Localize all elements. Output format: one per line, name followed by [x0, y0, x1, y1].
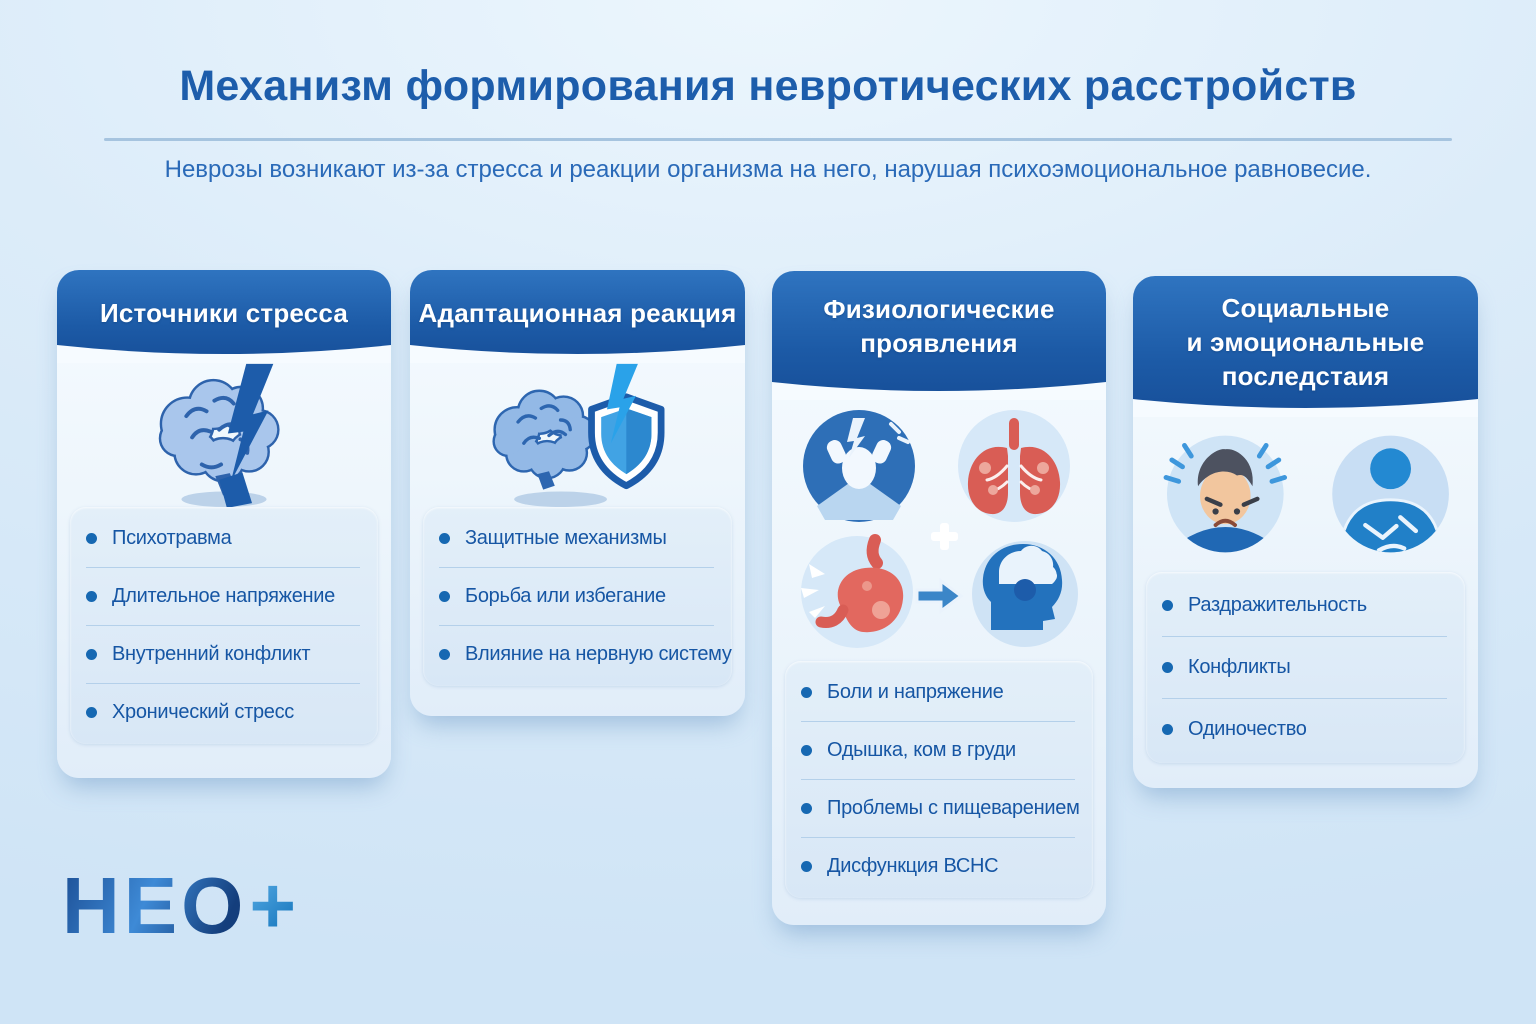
header-wave-shape — [57, 337, 391, 363]
bullet-dot — [1162, 662, 1173, 673]
plus-icon — [931, 523, 958, 550]
list-item-label: Внутренний конфликт — [112, 643, 311, 665]
bullet-dot — [86, 707, 97, 718]
list-item — [801, 664, 1075, 721]
bullet-dot — [439, 591, 450, 602]
bullet-dot — [86, 533, 97, 544]
list-item-label: Одиночество — [1188, 718, 1307, 740]
list-item — [1162, 575, 1447, 636]
card-icon-area — [410, 362, 745, 507]
logo — [62, 861, 301, 950]
list-item — [439, 567, 714, 625]
card-stress-sources — [57, 270, 391, 778]
card-list-panel — [785, 661, 1093, 898]
card-title-line: и эмоциональные — [1186, 327, 1425, 357]
card-social-emotional-consequences — [1133, 276, 1478, 788]
lonely-person-icon — [1332, 436, 1449, 557]
bullet-dot — [801, 803, 812, 814]
stomach-icon — [801, 536, 913, 648]
card-title-line: Социальные — [1221, 293, 1390, 323]
brain-lightning-icon — [129, 362, 319, 507]
bullet-dot — [801, 687, 812, 698]
header-wave-shape — [410, 337, 745, 363]
list-item — [801, 779, 1080, 837]
list-item-label: Дисфункция ВСНС — [827, 855, 999, 877]
bullet-dot — [801, 861, 812, 872]
list-item — [439, 625, 732, 683]
bullet-dot — [1162, 724, 1173, 735]
lungs-icon — [958, 410, 1070, 522]
bullet-dot — [86, 591, 97, 602]
list-item — [801, 721, 1075, 779]
page-title: Механизм формирования невротических расстройств — [179, 62, 1357, 110]
card-title-line: Источники стресса — [99, 298, 349, 328]
card-list-panel — [1146, 572, 1465, 763]
header-wave-shape — [772, 374, 1106, 400]
card-list-panel — [70, 507, 378, 744]
headache-icon — [803, 410, 915, 522]
card-header — [57, 270, 391, 362]
bullet-dot — [86, 649, 97, 660]
brain-shield-icon — [470, 362, 685, 507]
list-item — [86, 683, 360, 741]
card-physiological-manifestations — [772, 271, 1106, 925]
list-item-label: Боли и напряжение — [827, 681, 1004, 703]
list-item — [1162, 636, 1447, 698]
list-item — [801, 837, 1075, 895]
card-title-line: Адаптационная реакция — [418, 298, 737, 328]
card-adaptive-reaction — [410, 270, 745, 716]
list-item-label: Конфликты — [1188, 656, 1291, 678]
list-item-label: Влияние на нервную систему — [465, 643, 732, 665]
bullet-dot — [1162, 600, 1173, 611]
list-item-label: Проблемы с пищеварением — [827, 797, 1080, 819]
list-item — [86, 625, 360, 683]
card-list-panel — [423, 507, 732, 686]
list-item-label: Раздражительность — [1188, 594, 1367, 616]
angry-person-and-lonely-person-icons — [1141, 424, 1471, 564]
list-item-label: Защитные механизмы — [465, 527, 667, 549]
logo-plus-icon: + — [249, 861, 301, 950]
bullet-dot — [801, 745, 812, 756]
card-header — [772, 271, 1106, 399]
bullet-dot — [439, 649, 450, 660]
list-item — [1162, 698, 1447, 760]
page-subtitle: Неврозы возникают из-за стресса и реакции организма на него, нарушая психоэмоциональное равновесие. — [164, 156, 1372, 183]
card-header — [410, 270, 745, 362]
bullet-dot — [439, 533, 450, 544]
brain-head-icon — [972, 541, 1078, 647]
card-icon-area — [772, 399, 1106, 661]
card-title-line: последстаия — [1221, 361, 1390, 391]
card-title-line: проявления — [860, 328, 1018, 358]
headache-lungs-stomach-brain-icons — [779, 404, 1099, 656]
header-wave-shape — [1133, 391, 1478, 417]
angry-person-icon — [1166, 436, 1285, 564]
list-item-label: Хронический стресс — [112, 701, 295, 723]
list-item — [86, 510, 360, 567]
arrow-icon — [917, 581, 961, 611]
logo-text: НЕО — [62, 861, 248, 950]
list-item-label: Психотравма — [112, 527, 232, 549]
list-item — [86, 567, 360, 625]
card-icon-area — [1133, 416, 1478, 572]
list-item-label: Борьба или избегание — [465, 585, 666, 607]
list-item-label: Длительное напряжение — [112, 585, 335, 607]
title-divider — [104, 138, 1452, 141]
list-item-label: Одышка, ком в груди — [827, 739, 1016, 761]
list-item — [439, 510, 714, 567]
card-header — [1133, 276, 1478, 416]
card-title-line: Физиологические — [823, 294, 1055, 324]
card-icon-area — [57, 362, 391, 507]
